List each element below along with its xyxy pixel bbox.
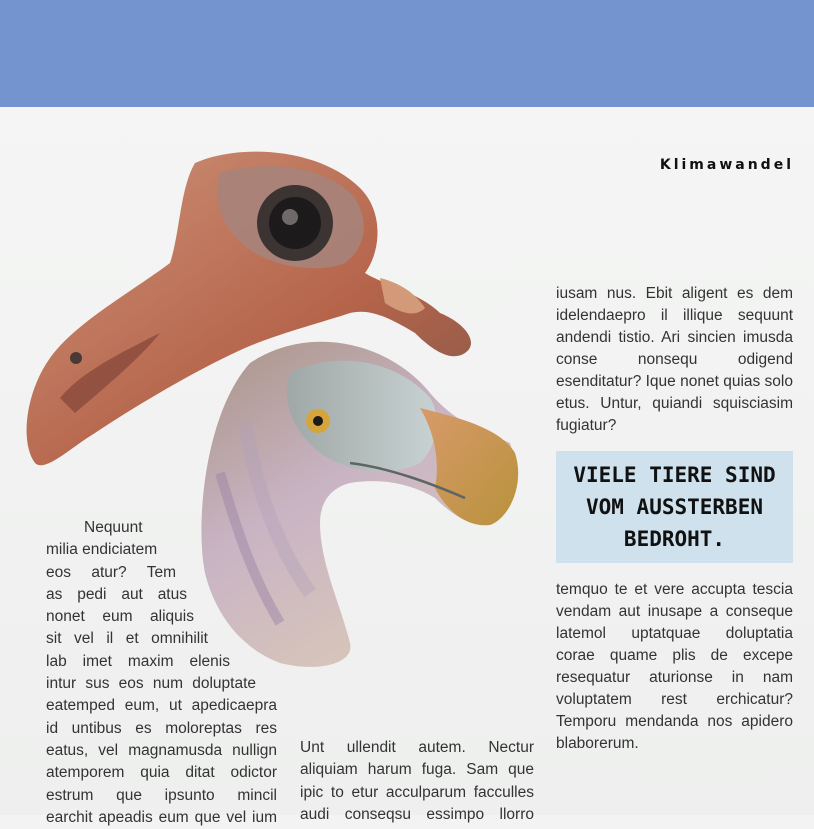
pull-quote: VIELE TIERE SIND VOM AUSSTERBEN BEDROHT. <box>556 451 793 563</box>
middle-text-column <box>300 737 534 826</box>
magazine-page <box>0 107 814 826</box>
section-kicker: Klimawandel <box>659 157 794 173</box>
header-band <box>0 0 814 107</box>
text-line: milia endiciatem <box>46 541 158 559</box>
text-line: intur sus eos num doluptate <box>46 675 256 693</box>
text-line: lab imet maxim elenis <box>46 652 230 670</box>
text-line: eatemped eum, ut apedicaepra <box>46 697 277 715</box>
text-line: Nequunt <box>84 519 143 536</box>
text-line: earchit apeadis eum que vel ium <box>46 808 277 826</box>
right-paragraph-1: iusam nus. Ebit aligent es dem idelendaepro il illique sequunt andendi tistio. Ari sincien imusda conse nonsequ odigend esenditatur? Ique nonet quias solo etus. Untur, quiandi squisciasim fugiatur? <box>556 285 793 434</box>
text-line: id untibus es moloreptas res <box>46 719 277 737</box>
text-line: ipic to etur acculparum facculles <box>300 783 534 801</box>
text-line: sit vel il et omnihilit <box>46 630 208 648</box>
text-line: audi conseqsu essimpo llorro <box>300 805 534 823</box>
text-line: Unt ullendit autem. Nectur <box>300 739 534 756</box>
text-line: nonet eum aliquis <box>46 608 194 626</box>
text-line: as pedi aut atus <box>46 585 187 603</box>
text-line: aliquiam harum fuga. Sam que <box>300 761 534 779</box>
left-text-column <box>46 517 278 829</box>
text-line: estrum que ipsunto mincil <box>46 786 277 804</box>
text-line: atemporem quia ditat odictor <box>46 764 277 782</box>
text-line: eatus, vel magnamusda nullign <box>46 741 277 759</box>
right-paragraph-2: temquo te et vere accupta tescia vendam aut inusape a conseque latemol uptatquae doluptatia corae quame plis de excepe resequatur aturionse in nam voluptatem rest erchicatur? Temporu mendanda nos apidero blaborerum. <box>556 581 793 752</box>
text-line: eos atur? Tem <box>46 563 176 581</box>
